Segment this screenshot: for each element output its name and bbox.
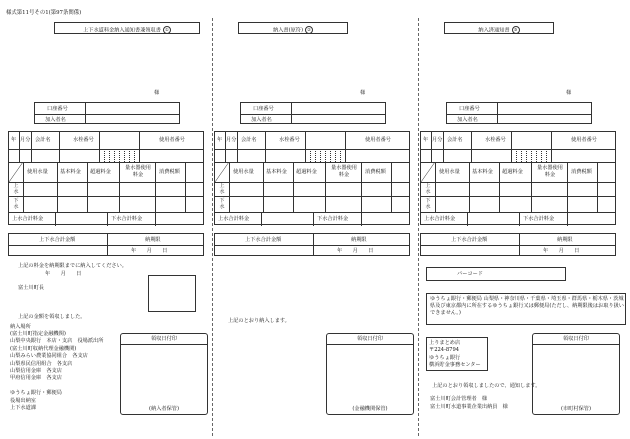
excess-charge-header: 超過料金 [296, 169, 317, 175]
meter-number-header: 水栓番号 [73, 137, 94, 143]
places-title: 納入場所 [10, 324, 31, 330]
meter-number-header: 水栓番号 [279, 137, 300, 143]
addressee-line: 横浜貯金事務センター [429, 362, 481, 369]
user-number-header: 使用者番号 [159, 137, 185, 143]
charge-table [8, 131, 204, 225]
form-number: 様式第11号その1(第97条関係) [6, 10, 82, 16]
excess-charge-header: 超過料金 [90, 169, 111, 175]
notice-received-text: 上記のとおり領収しましたので、通知します。 [432, 383, 541, 389]
year-header: 年 [217, 137, 223, 143]
barcode-box [426, 267, 566, 281]
month-header: 月分 [432, 137, 443, 143]
basic-charge-header: 基本料金 [60, 169, 81, 175]
panel-title-box [238, 22, 348, 34]
pay-by-text: 上記の料金を納期限までに納入してください。 [18, 263, 127, 269]
recipient-line: 富士川町会計管理者 様 [430, 396, 488, 402]
postal-note-box [426, 293, 626, 325]
recipient-line: 富士川町水道事業企業出納員 様 [430, 404, 508, 410]
place-item: 役場出納室 [10, 397, 36, 404]
stamp-label-3: 領収日付印 [563, 336, 589, 342]
year-header: 年 [423, 137, 429, 143]
place-item: 山梨県民信用組合 各支店 [10, 360, 73, 367]
panel-title-box [444, 22, 554, 34]
lower-water-label: 下水 [219, 198, 225, 210]
combined-total-table [420, 233, 616, 256]
addressee-line: 上りまとめ店 [429, 340, 461, 346]
stamp-box-1 [120, 333, 208, 415]
addressee-sama: 様 [360, 90, 366, 96]
basic-charge-header: 基本料金 [266, 169, 287, 175]
stamp-sub-3: (市町村保管) [561, 406, 591, 412]
account-number-label: 口座番号 [47, 105, 68, 112]
seal-box [148, 275, 196, 312]
meter-charge-header: 量水器使用料金 [125, 165, 151, 178]
stamp-sub-1: (納入者保管) [149, 406, 179, 412]
circled-number-icon: ① [163, 26, 171, 34]
circled-number-icon: ② [305, 26, 313, 34]
account-number-label: 口座番号 [459, 105, 480, 112]
meter-charge-header: 量水器使用料金 [331, 165, 357, 178]
addressee-box [426, 337, 488, 371]
place-item: 上下水道課 [10, 405, 36, 411]
user-number-header: 使用者番号 [365, 137, 391, 143]
perforation-line-1 [212, 18, 213, 436]
addressee-sama: 様 [566, 90, 572, 96]
stamp-label-2: 領収日付印 [357, 336, 383, 342]
deadline-date: 年 月 日 [543, 248, 580, 254]
addressee-line: ゆうちょ銀行 [429, 354, 461, 361]
stamp-box-2 [326, 333, 414, 415]
upper-total-label: 上水合計料金 [218, 216, 250, 222]
lower-water-label: 下水 [425, 198, 431, 210]
account-name-header: 会計名 [35, 137, 51, 143]
addressee-sama: 様 [154, 90, 160, 96]
year-header: 年 [11, 137, 17, 143]
circled-number-icon: ③ [512, 26, 520, 34]
account-table [34, 102, 180, 124]
tax-header: 消費税額 [571, 169, 592, 175]
upper-total-label: 上水合計料金 [12, 216, 44, 222]
barcode-label: バーコード [457, 271, 483, 277]
subscriber-label: 加入者名 [45, 116, 66, 123]
stamp-label-1: 領収日付印 [151, 336, 177, 342]
upper-water-label: 上水 [13, 183, 19, 195]
lower-water-label: 下水 [13, 198, 19, 210]
month-header: 月分 [226, 137, 237, 143]
subscriber-label: 加入者名 [457, 116, 478, 123]
water-usage-header: 使用水量 [439, 169, 460, 175]
combined-total-table [8, 233, 204, 256]
lower-total-label: 下水合計料金 [523, 216, 555, 222]
excess-charge-header: 超過料金 [502, 169, 523, 175]
subscriber-label: 加入者名 [251, 116, 272, 123]
place-item: ゆうちょ銀行・郵便局 [10, 390, 62, 397]
account-name-header: 会計名 [447, 137, 463, 143]
tax-header: 消費税額 [159, 169, 180, 175]
upper-water-label: 上水 [219, 183, 225, 195]
deadline-label: 納期限 [145, 236, 161, 243]
meter-charge-header: 量水器使用料金 [537, 165, 563, 178]
water-usage-header: 使用水量 [233, 169, 254, 175]
addressee-line: 〒224-8794 [429, 347, 460, 354]
place-item: 甲府信用金庫 各支店 [10, 375, 62, 382]
perforation-line-2 [418, 18, 419, 436]
combined-total-label: 上下水合計金額 [39, 236, 76, 243]
upper-water-label: 上水 [425, 183, 431, 195]
account-name-header: 会計名 [241, 137, 257, 143]
combined-total-label: 上下水合計金額 [245, 236, 282, 243]
postal-note: ゆうちょ銀行・郵便局 山梨県・神奈川県・千葉県・埼玉県・群馬県・栃木県・茨城県及び東京都内に所在するゆうちょ銀行又は郵便局(ただし、納期限後はお取り扱いできません。) [430, 296, 624, 317]
upper-total-label: 上水合計料金 [424, 216, 456, 222]
stamp-box-3 [532, 333, 620, 415]
lower-total-label: 下水合計料金 [317, 216, 349, 222]
panel-title: 上下水道料金納入通知書兼領収書 ① [55, 26, 199, 34]
deadline-date: 年 月 日 [337, 248, 374, 254]
tax-header: 消費税額 [365, 169, 386, 175]
basic-charge-header: 基本料金 [472, 169, 493, 175]
panel-title-box [54, 22, 200, 34]
place-item: 山梨中央銀行 本店・支店 役場派出所 [10, 338, 104, 345]
account-table [240, 102, 386, 124]
place-item: 山梨みらい農業協同組合 各支店 [10, 353, 88, 360]
user-number-header: 使用者番号 [571, 137, 597, 143]
panel-title: 納入済通知書 ③ [445, 26, 553, 34]
deadline-date: 年 月 日 [131, 248, 168, 254]
original-received-text: 上記のとおり納入します。 [228, 318, 290, 324]
stamp-sub-2: (金融機関保管) [352, 406, 388, 412]
water-usage-header: 使用水量 [27, 169, 48, 175]
month-header: 月分 [20, 137, 31, 143]
receipt-date: 年 月 日 [45, 271, 82, 277]
deadline-label: 納期限 [351, 236, 367, 243]
town-mayor: 富士川町長 [18, 285, 44, 291]
combined-total-label: 上下水合計金額 [451, 236, 488, 243]
place-item: (富士川町指定金融機関) [10, 331, 66, 337]
account-table [446, 102, 592, 124]
lower-total-label: 下水合計料金 [111, 216, 143, 222]
account-number-label: 口座番号 [253, 105, 274, 112]
deadline-label: 納期限 [557, 236, 573, 243]
charge-table [214, 131, 410, 225]
received-text: 上記の金額を領収しました。 [18, 314, 86, 320]
place-item: 山梨信用金庫 各支店 [10, 368, 62, 374]
place-item: (富士川町収納代理金融機関) [10, 345, 77, 352]
charge-table [420, 131, 616, 225]
meter-number-header: 水栓番号 [485, 137, 506, 143]
panel-title: 納入書(原符) ② [239, 26, 347, 34]
combined-total-table [214, 233, 410, 256]
